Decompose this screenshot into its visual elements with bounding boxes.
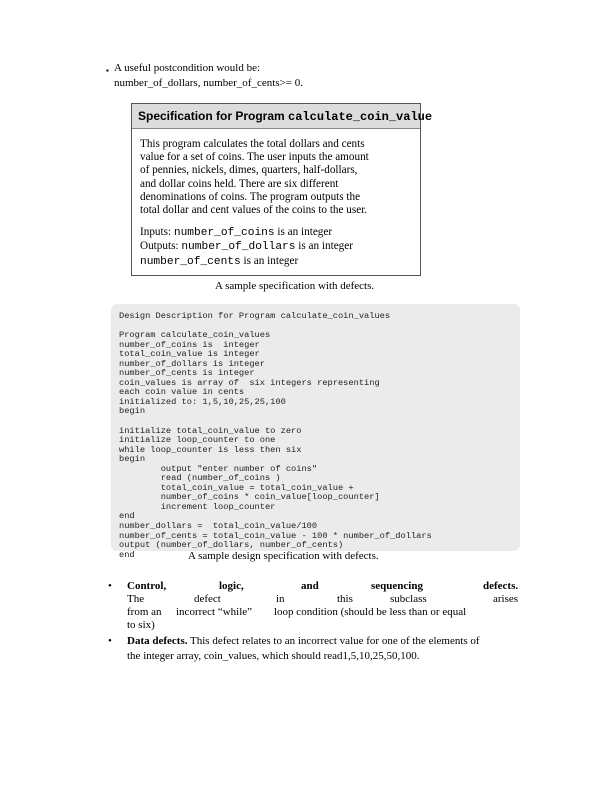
control-word: subclass <box>390 593 427 605</box>
spec-header-program: calculate_coin_value <box>288 110 433 124</box>
spec-inputs-var: number_of_coins <box>173 227 275 240</box>
control-word: sequencing <box>371 580 423 592</box>
data-line-1 <box>127 635 480 648</box>
control-word: defects. <box>483 580 519 592</box>
spec-header-prefix: Specification for Program <box>138 109 289 123</box>
spec-line: denominations of coins. The program outputs the <box>140 190 361 203</box>
spec-inputs <box>140 226 412 240</box>
data-line-2: the integer array, coin_values, which should read1,5,10,25,50,100. <box>127 650 420 662</box>
intro-bullet-marker: ▪ <box>106 66 109 75</box>
spec-line: value for a set of coins. The user inputs the amount <box>140 151 369 164</box>
spec-outputs <box>140 240 412 254</box>
control-word: from an <box>127 606 162 618</box>
data-text-1: This defect relates to an incorrect value for one of the elements of <box>187 635 480 647</box>
spec-line: and dollar coins held. There are six different <box>140 177 339 190</box>
spec-line: This program calculates the total dollars and cents <box>140 138 365 150</box>
control-line-3 <box>127 606 522 619</box>
data-heading: Data defects. <box>127 635 188 647</box>
control-word: arises <box>493 593 519 605</box>
design-code: Design Description for Program calculate_coin_values Program calculate_coin_values number_of_coins is integer total_coin_value is integer number_of_dollars is integer number_of_cents is integer coin_values is array of six integers representing each coin value in cents initialized to: 1,5,10,25,25,100 begin initialize total_coin_value to zero initialize loop_counter to one while loop_counter is less then six begin output "enter number of coins" read (number_of_coins ) total_coin_value = total_coin_value + number_of_coins * coin_value[loop_counter] increment loop_counter end number_dollars = total_coin_value/100 number_of_cents = total_coin_value - 100 * number_of_dollars output (number_of_dollars, number_of_cents) end <box>119 311 432 560</box>
control-word: this <box>337 593 353 605</box>
intro-line-2: number_of_dollars, number_of_cents>= 0. <box>114 77 303 89</box>
spec-outputs-rest: is an integer <box>295 240 353 253</box>
spec-line: of pennies, nickels, dimes, quarters, half-dollars, <box>140 164 358 177</box>
specification-box <box>131 103 433 276</box>
specification-body <box>132 129 420 269</box>
spec-outputs-label: Outputs: <box>140 240 182 253</box>
control-word: defect <box>194 593 221 605</box>
specification-header <box>132 104 433 129</box>
spec-line: total dollar and cent values of the coins to the user. <box>140 204 368 217</box>
control-line-2 <box>127 593 522 606</box>
control-word: in <box>276 593 285 605</box>
data-bullet-marker: • <box>108 635 112 647</box>
caption-design: A sample design specification with defects. <box>188 550 379 562</box>
spec-outputs-var2: number_of_cents <box>140 255 241 268</box>
control-word: and <box>301 580 319 592</box>
intro-line-1: A useful postcondition would be: <box>114 62 261 74</box>
control-word: logic, <box>219 580 244 592</box>
control-heading-line <box>127 580 522 593</box>
control-bullet-marker: • <box>108 580 112 592</box>
control-word: Control, <box>127 580 167 592</box>
spec-inputs-rest: is an integer <box>274 226 333 239</box>
caption-specification: A sample specification with defects. <box>215 280 375 292</box>
spec-inputs-label: Inputs: <box>140 226 174 239</box>
control-line-4: to six) <box>127 619 155 631</box>
control-word: The <box>127 593 145 605</box>
spec-outputs-2 <box>140 255 412 269</box>
control-word: loop condition (should be less than or equal <box>274 606 467 618</box>
spec-outputs-var: number_of_dollars <box>181 241 296 254</box>
spec-outputs-rest2: is an integer <box>240 254 299 267</box>
control-word: incorrect “while” <box>176 606 253 618</box>
